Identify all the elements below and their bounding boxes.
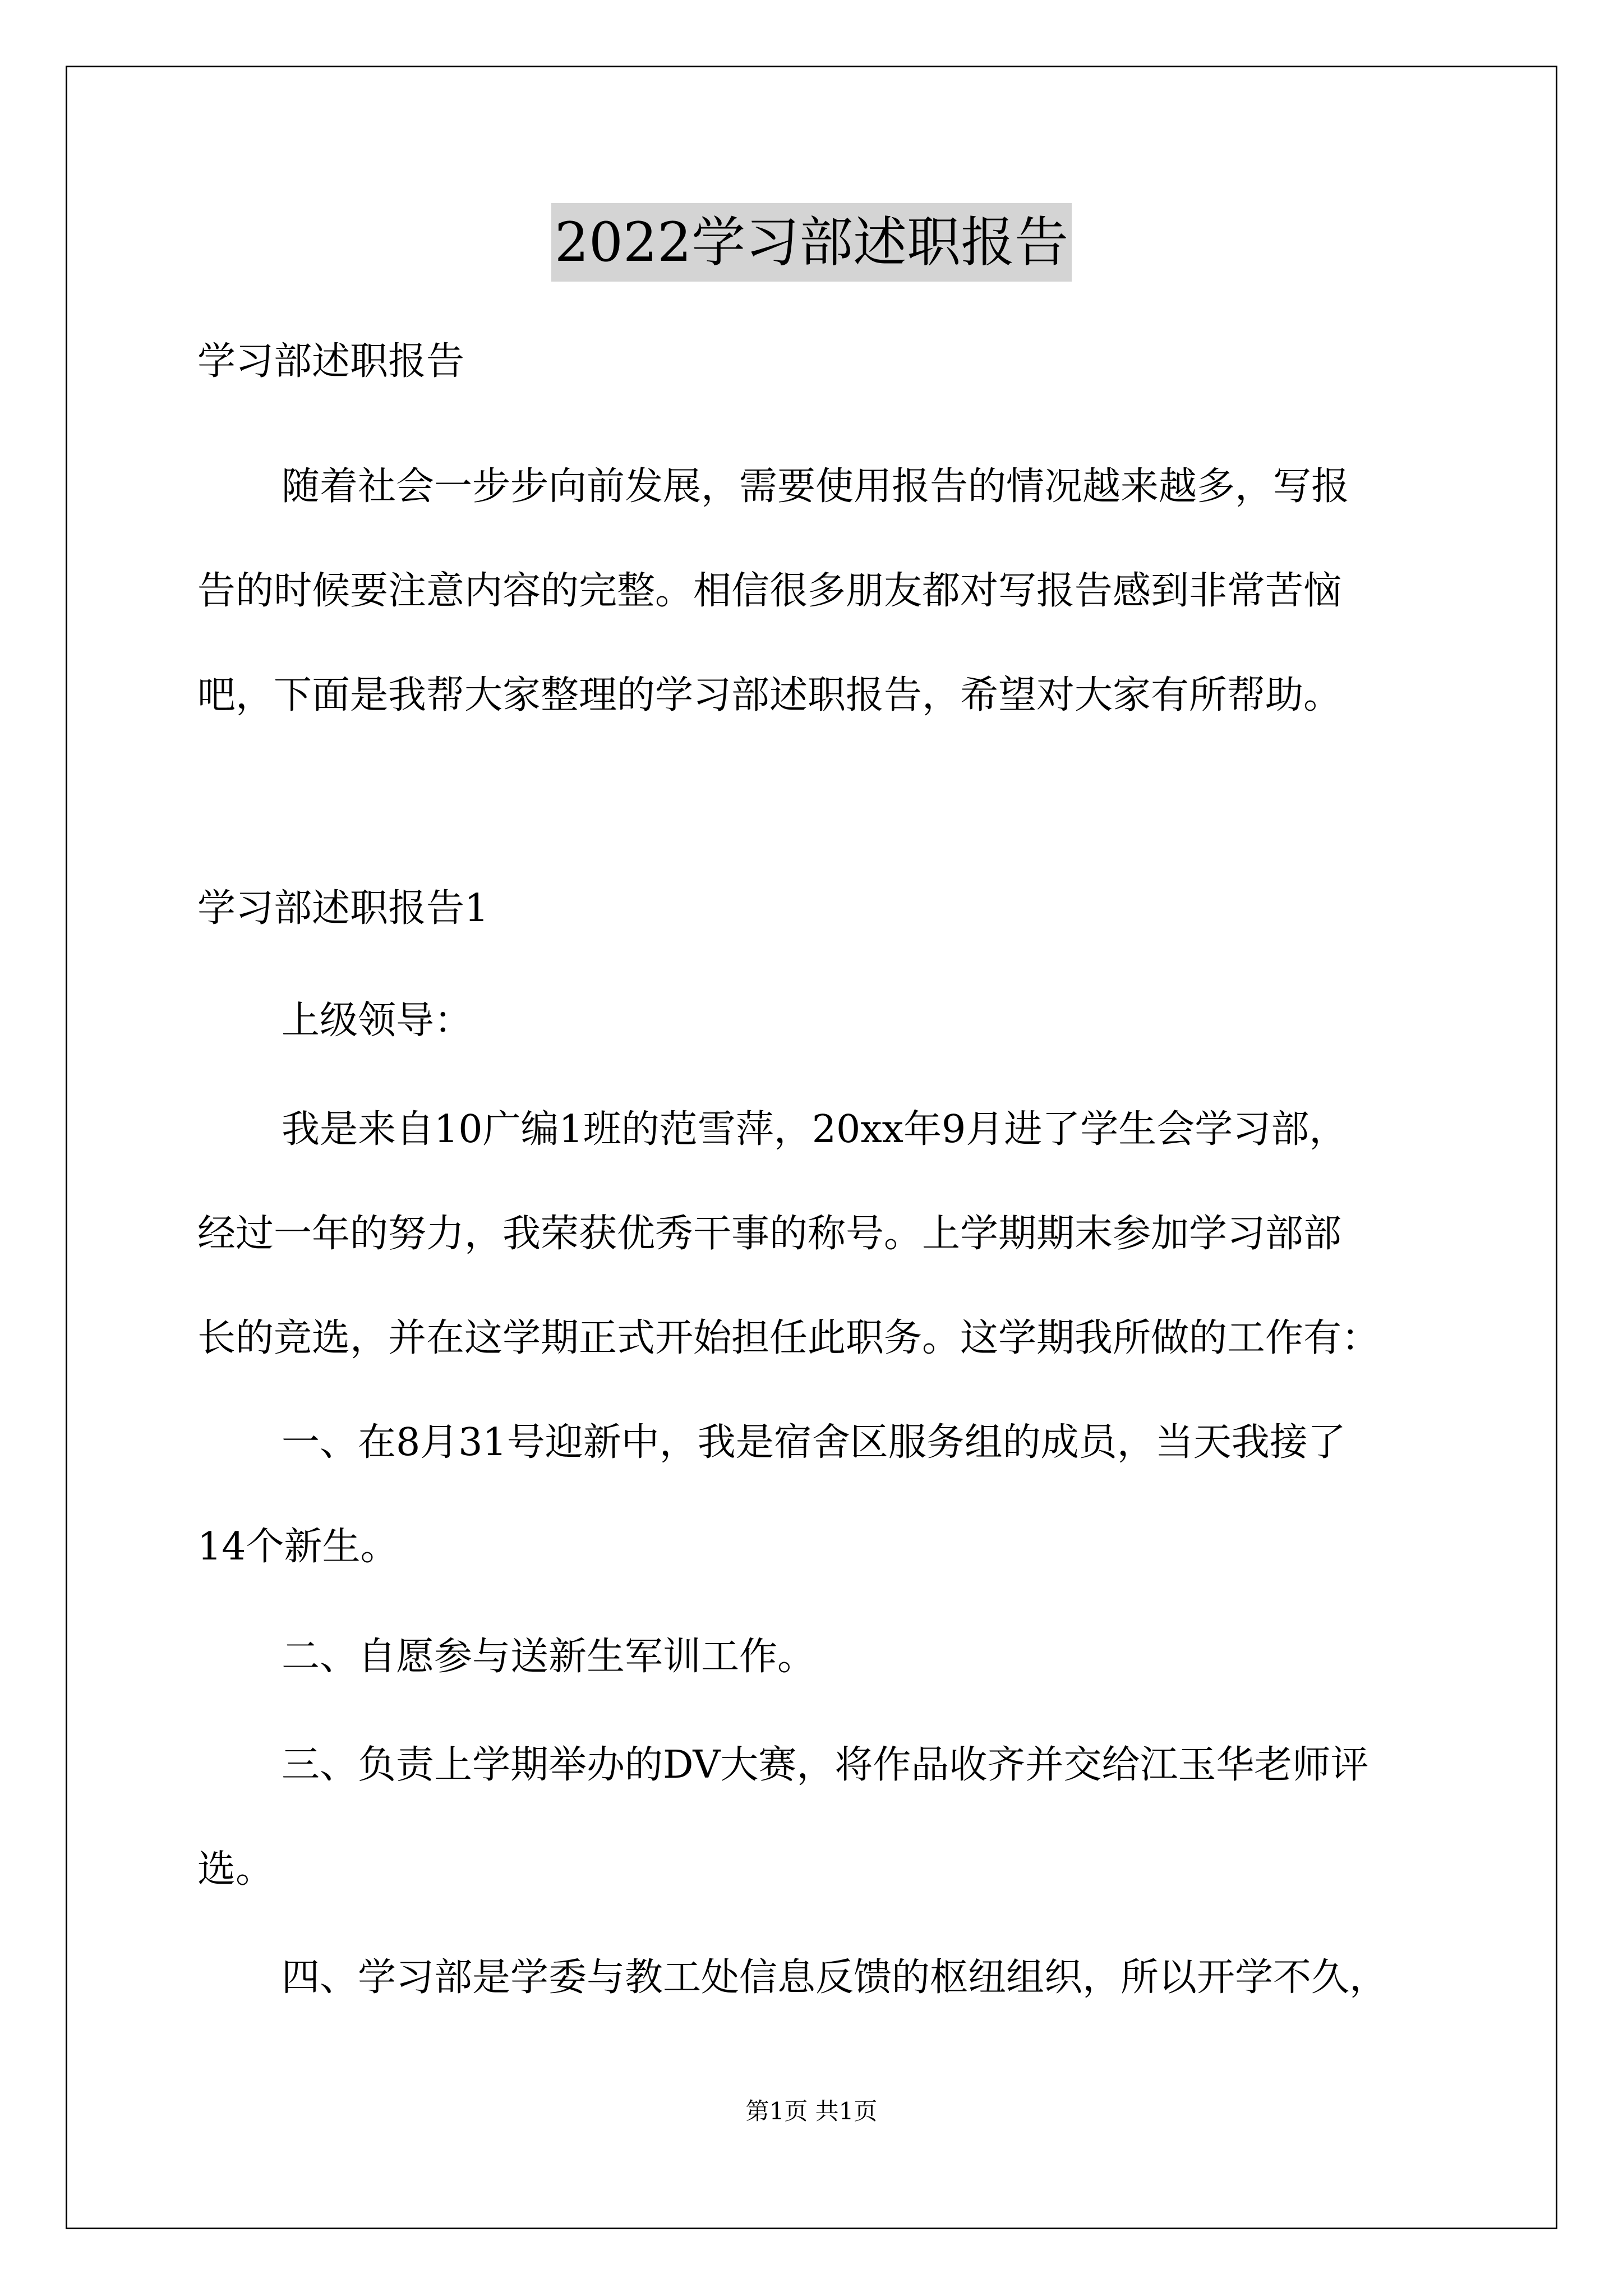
list-item-line: 选。: [197, 1847, 274, 1892]
report-heading: 学习部述职报告1: [197, 886, 489, 931]
document-title: 2022学习部述职报告: [0, 203, 1623, 282]
section-heading: 学习部述职报告: [197, 339, 465, 384]
list-item-line: 14个新生。: [197, 1525, 399, 1569]
list-item-line: 二、自愿参与送新生军训工作。: [282, 1635, 816, 1679]
body-paragraph-line: 长的竞选，并在这学期正式开始担任此职务。这学期我所做的工作有：: [197, 1316, 1380, 1360]
intro-paragraph-line: 随着社会一步步向前发展，需要使用报告的情况越来越多，写报: [282, 464, 1350, 509]
intro-paragraph-line: 告的时候要注意内容的完整。相信很多朋友都对写报告感到非常苦恼: [197, 569, 1342, 613]
intro-paragraph-line: 吧，下面是我帮大家整理的学习部述职报告，希望对大家有所帮助。: [197, 673, 1342, 717]
body-paragraph-line: 经过一年的努力，我荣获优秀干事的称号。上学期期末参加学习部部: [197, 1212, 1342, 1256]
salutation: 上级领导：: [282, 999, 473, 1043]
page-footer: 第1页 共1页: [745, 2097, 878, 2125]
list-item-line: 一、在8月31号迎新中，我是宿舍区服务组的成员，当天我接了: [282, 1420, 1346, 1465]
list-item-line: 四、学习部是学委与教工处信息反馈的枢纽组织，所以开学不久，: [282, 1955, 1388, 2000]
body-paragraph-line: 我是来自10广编1班的范雪萍，20xx年9月进了学生会学习部，: [282, 1107, 1348, 1152]
list-item-line: 三、负责上学期举办的DV大赛，将作品收齐并交给江玉华老师评: [282, 1743, 1369, 1787]
